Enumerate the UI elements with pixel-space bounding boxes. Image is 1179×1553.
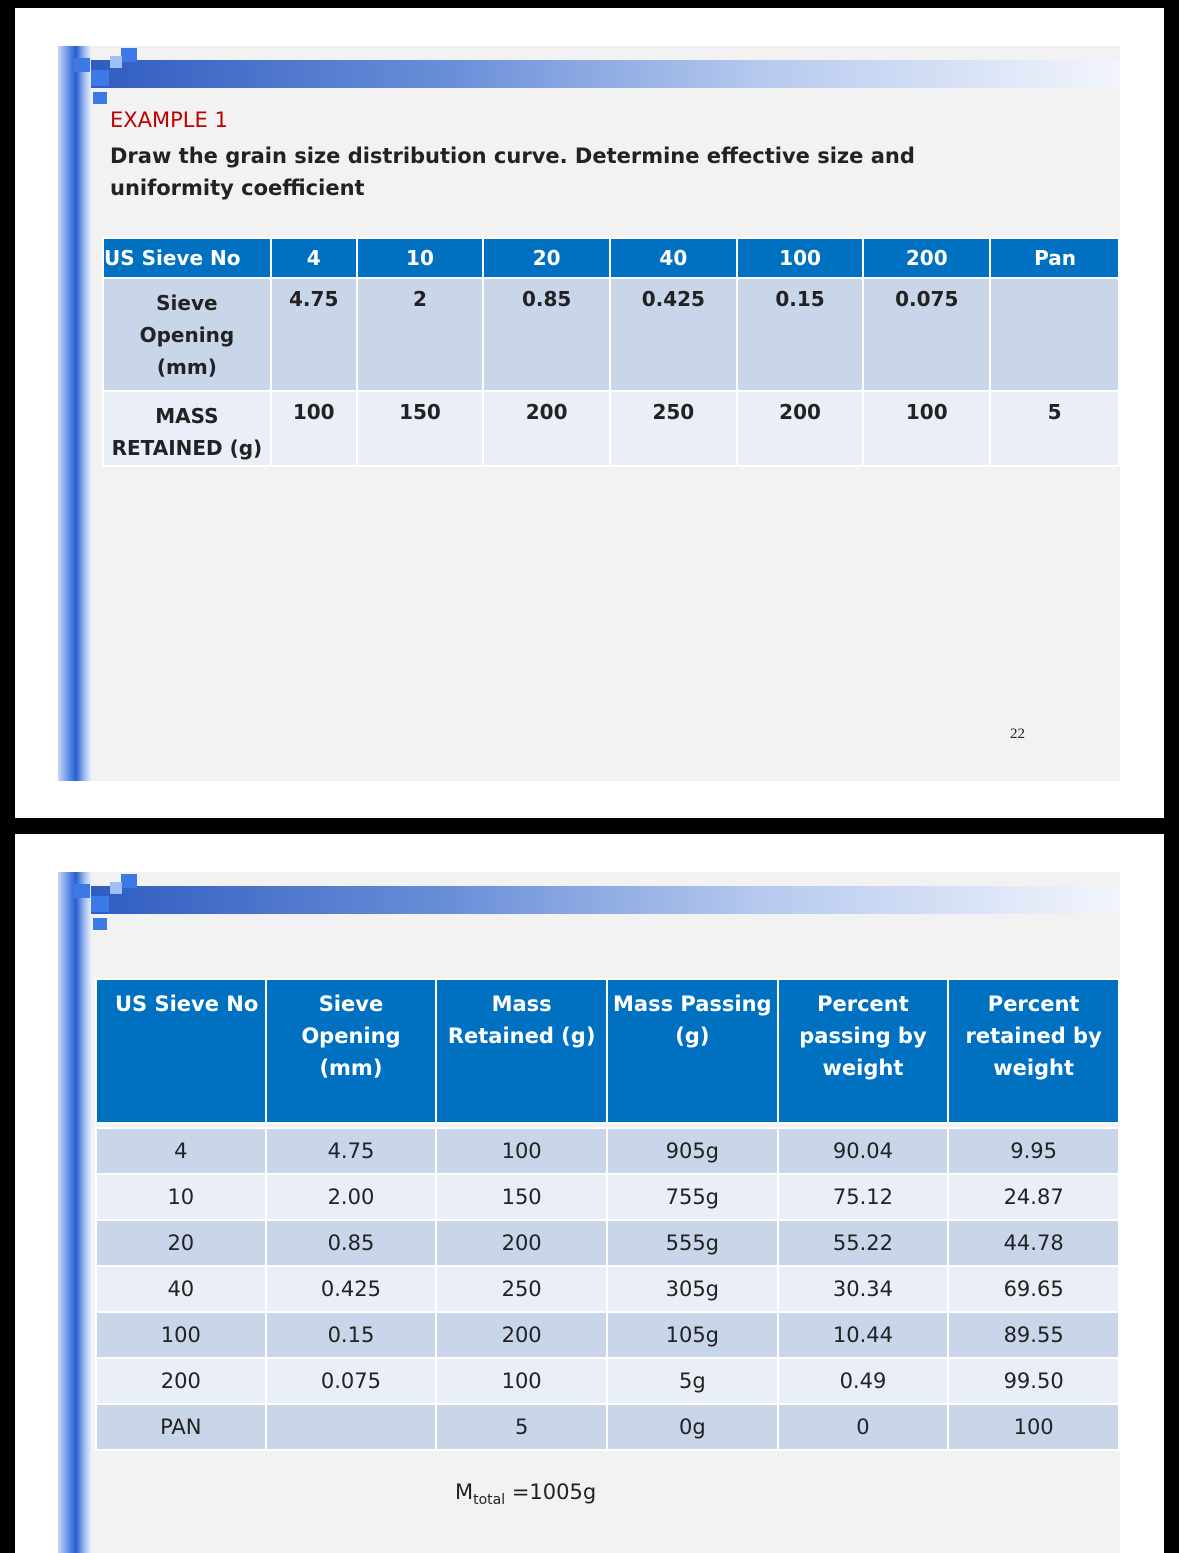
table-cell: 200 <box>436 1220 607 1266</box>
table-cell: 0.425 <box>610 278 737 391</box>
table-row <box>96 1404 1119 1450</box>
header-cell: 20 <box>483 238 610 278</box>
table-cell: 0 <box>778 1404 949 1450</box>
table-cell <box>266 1404 437 1450</box>
table-row <box>103 391 1119 466</box>
table-cell: 0.15 <box>266 1312 437 1358</box>
table-cell: 24.87 <box>948 1174 1119 1220</box>
decorative-square <box>91 70 109 86</box>
header-line: (g) <box>675 1024 710 1048</box>
table-cell: 4 <box>96 1128 266 1174</box>
table-cell: 40 <box>96 1266 266 1312</box>
table-header-row <box>103 238 1119 278</box>
decorative-square <box>121 48 137 62</box>
row-label <box>103 278 271 391</box>
decorative-square <box>110 882 122 894</box>
table-cell: 4.75 <box>271 278 357 391</box>
table-row <box>96 1358 1119 1404</box>
table-cell: 0.85 <box>266 1220 437 1266</box>
row-label-line: Sieve <box>156 291 218 315</box>
header-cell: 40 <box>610 238 737 278</box>
header-line: Retained (g) <box>447 1024 596 1048</box>
table-cell: 10 <box>96 1174 266 1220</box>
table-cell: 5g <box>607 1358 778 1404</box>
table-cell: PAN <box>96 1404 266 1450</box>
table-cell: 2.00 <box>266 1174 437 1220</box>
table-cell: 150 <box>436 1174 607 1220</box>
table-cell: 100 <box>948 1404 1119 1450</box>
header-line: weight <box>822 1056 904 1080</box>
header-cell <box>266 979 437 1123</box>
table-cell: 89.55 <box>948 1312 1119 1358</box>
header-line: passing by <box>799 1024 927 1048</box>
table-cell: 0.075 <box>266 1358 437 1404</box>
table-row <box>96 1174 1119 1220</box>
table-cell: 250 <box>610 391 737 466</box>
total-mass-value: =1005g <box>505 1480 597 1504</box>
header-line: Mass <box>491 992 552 1016</box>
example-title: EXAMPLE 1 <box>110 108 228 132</box>
table-cell: 200 <box>483 391 610 466</box>
table-cell <box>990 278 1119 391</box>
table-row <box>96 1220 1119 1266</box>
decorative-left-bar <box>58 872 91 1553</box>
header-line: Sieve <box>318 992 384 1016</box>
header-cell <box>948 979 1119 1123</box>
table-cell: 100 <box>863 391 990 466</box>
table-cell: 150 <box>357 391 484 466</box>
header-cell <box>607 979 778 1123</box>
table-cell: 755g <box>607 1174 778 1220</box>
header-line: retained by <box>965 1024 1102 1048</box>
table-cell: 30.34 <box>778 1266 949 1312</box>
header-line: Percent <box>987 992 1080 1016</box>
decorative-square <box>74 884 90 898</box>
table-cell: 99.50 <box>948 1358 1119 1404</box>
row-label-line: Opening <box>139 323 235 347</box>
table-cell: 4.75 <box>266 1128 437 1174</box>
total-mass-symbol: M <box>455 1480 474 1504</box>
row-label <box>103 391 271 466</box>
table-cell: 10.44 <box>778 1312 949 1358</box>
header-cell <box>96 979 266 1123</box>
header-cell <box>778 979 949 1123</box>
header-line: Opening <box>301 1024 401 1048</box>
table-cell: 200 <box>96 1358 266 1404</box>
problem-statement: Draw the grain size distribution curve. Determine effective size and uniformity coefficient <box>110 144 915 200</box>
row-label-line: (mm) <box>156 355 217 379</box>
decorative-square <box>110 56 122 68</box>
header-line: US Sieve No <box>115 992 259 1016</box>
table-cell: 0.425 <box>266 1266 437 1312</box>
table-cell: 44.78 <box>948 1220 1119 1266</box>
header-line: Mass Passing <box>613 992 772 1016</box>
table-row <box>96 1266 1119 1312</box>
header-line: Percent <box>817 992 909 1016</box>
table-cell: 0.49 <box>778 1358 949 1404</box>
header-cell: 4 <box>271 238 357 278</box>
table-cell: 0g <box>607 1404 778 1450</box>
table-cell: 75.12 <box>778 1174 949 1220</box>
decorative-top-bar <box>91 886 1120 914</box>
table-header-row <box>96 979 1119 1123</box>
header-line: weight <box>993 1056 1075 1080</box>
decorative-top-bar <box>91 60 1120 88</box>
decorative-square <box>93 92 107 104</box>
total-mass <box>455 1480 596 1508</box>
table-cell: 905g <box>607 1128 778 1174</box>
row-label-line: MASS <box>155 404 219 428</box>
table-cell: 555g <box>607 1220 778 1266</box>
slide-2 <box>15 834 1164 1553</box>
decorative-square <box>93 918 107 930</box>
header-cell: 100 <box>737 238 864 278</box>
header-line: (mm) <box>319 1056 383 1080</box>
row-label-line: RETAINED (g) <box>111 436 263 460</box>
table-cell: 100 <box>436 1128 607 1174</box>
table-cell: 20 <box>96 1220 266 1266</box>
table-row <box>96 1312 1119 1358</box>
decorative-square <box>74 58 90 72</box>
page-number: 22 <box>1010 726 1025 742</box>
header-cell: Pan <box>990 238 1119 278</box>
decorative-left-bar <box>58 46 91 781</box>
table-row <box>103 278 1119 391</box>
table-row <box>96 1128 1119 1174</box>
decorative-square <box>91 896 109 912</box>
header-cell: 200 <box>863 238 990 278</box>
results-table <box>95 978 1120 1451</box>
table-cell: 0.075 <box>863 278 990 391</box>
table-cell: 200 <box>436 1312 607 1358</box>
table-cell: 69.65 <box>948 1266 1119 1312</box>
table-cell: 105g <box>607 1312 778 1358</box>
table-cell: 100 <box>271 391 357 466</box>
header-cell: 10 <box>357 238 484 278</box>
header-cell <box>436 979 607 1123</box>
table-cell: 0.15 <box>737 278 864 391</box>
sieve-data-table <box>102 237 1120 467</box>
table-cell: 55.22 <box>778 1220 949 1266</box>
total-mass-subscript: total <box>473 1492 506 1509</box>
decorative-square <box>121 874 137 888</box>
table-cell: 5 <box>990 391 1119 466</box>
header-cell: US Sieve No <box>103 238 271 278</box>
table-cell: 0.85 <box>483 278 610 391</box>
slide-1 <box>15 8 1164 818</box>
table-cell: 90.04 <box>778 1128 949 1174</box>
table-cell: 200 <box>737 391 864 466</box>
table-cell: 5 <box>436 1404 607 1450</box>
table-cell: 9.95 <box>948 1128 1119 1174</box>
table-cell: 250 <box>436 1266 607 1312</box>
table-cell: 305g <box>607 1266 778 1312</box>
table-cell: 100 <box>96 1312 266 1358</box>
table-cell: 100 <box>436 1358 607 1404</box>
table-cell: 2 <box>357 278 484 391</box>
